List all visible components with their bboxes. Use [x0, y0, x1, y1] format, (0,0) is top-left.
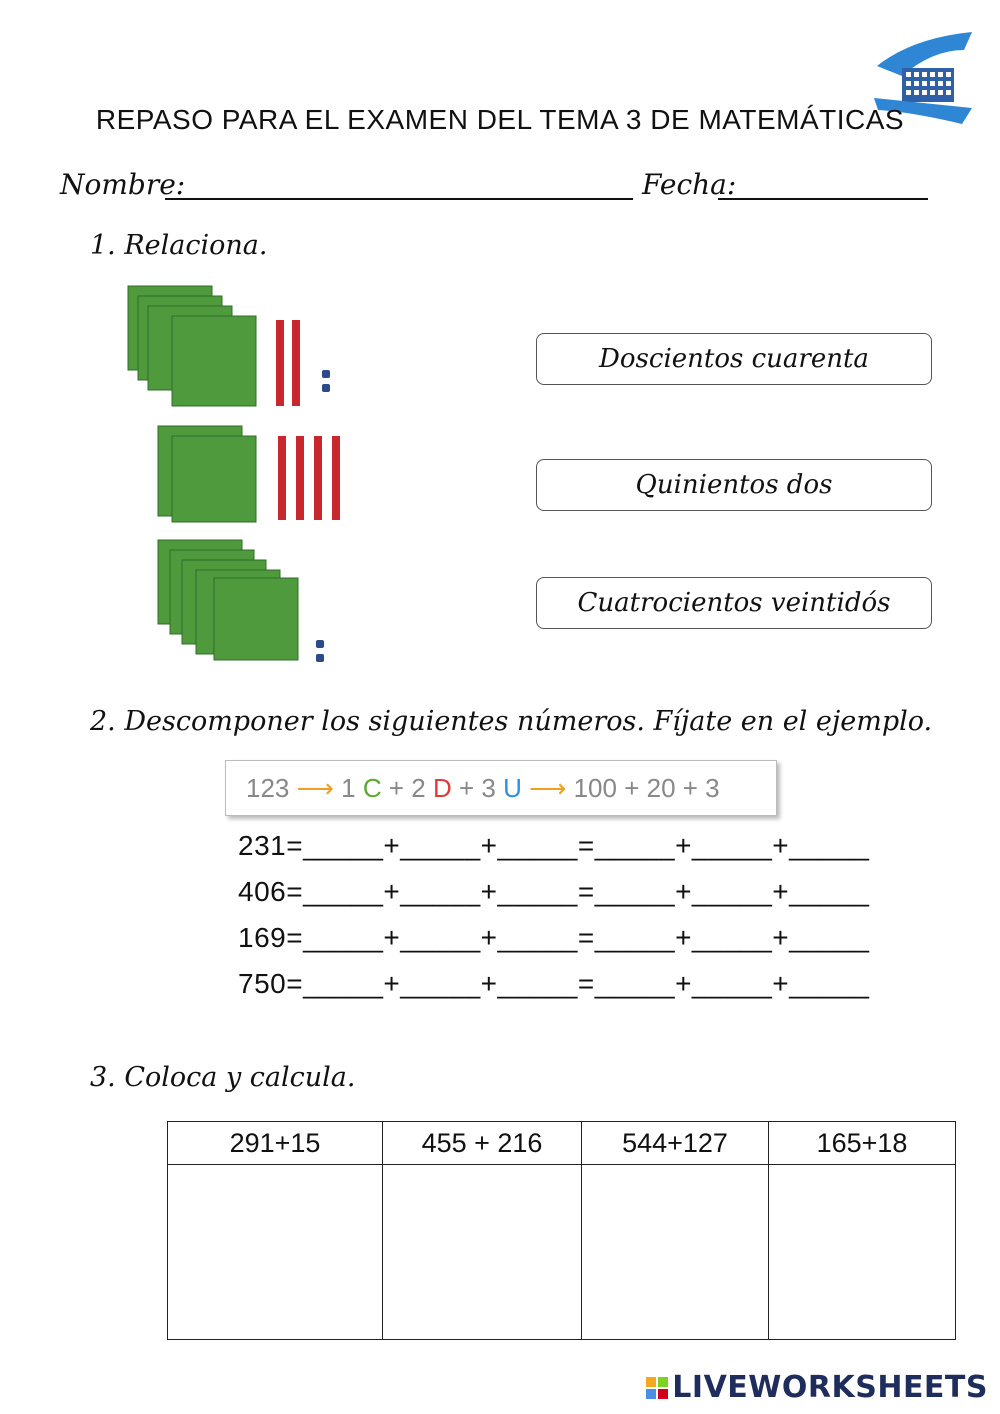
option-label: Doscientos cuarenta — [599, 344, 869, 374]
operations-table — [167, 1121, 956, 1340]
name-label: Nombre: — [60, 168, 186, 201]
operation-header: 455 + 216 — [383, 1122, 582, 1165]
option-box-1[interactable] — [536, 333, 932, 385]
operation-header: 165+18 — [769, 1122, 956, 1165]
operation-header: 544+127 — [582, 1122, 769, 1165]
example-number: 123 — [246, 772, 290, 803]
option-box-3[interactable] — [536, 577, 932, 629]
base-ten-blocks — [126, 284, 366, 664]
option-label: Quinientos dos — [635, 470, 833, 500]
answer-cell[interactable] — [769, 1165, 956, 1340]
blocks-group-1 — [128, 286, 256, 406]
section2-heading: 2. Descomponer los siguientes números. Fíjate en el ejemplo. — [90, 706, 933, 737]
example-d-letter: D — [432, 772, 452, 803]
decomposition-row-2[interactable]: 406=_____+_____+_____=_____+_____+_____ — [238, 876, 870, 907]
example-c-letter: C — [362, 772, 382, 803]
date-label: Fecha: — [642, 168, 737, 201]
arrow-right-icon: ⟶ — [521, 772, 574, 803]
example-expanded: 100 + 20 + 3 — [573, 772, 720, 803]
decomposition-example: 123 ⟶ 1 C + 2 D + 3 U ⟶ 100 + 20 + 3 — [225, 760, 777, 816]
option-box-2[interactable] — [536, 459, 932, 511]
decomposition-row-4[interactable]: 750=_____+_____+_____=_____+_____+_____ — [238, 968, 870, 999]
answer-cell[interactable] — [383, 1165, 582, 1340]
date-field[interactable] — [718, 198, 928, 200]
example-c-digit: 1 — [341, 772, 356, 803]
name-field[interactable] — [165, 198, 633, 200]
page-title: REPASO PARA EL EXAMEN DEL TEMA 3 DE MATEMÁTICAS — [95, 104, 905, 135]
section1-heading: 1. Relaciona. — [90, 230, 268, 261]
answer-cell[interactable] — [582, 1165, 769, 1340]
operation-header: 291+15 — [168, 1122, 383, 1165]
example-u-letter: U — [503, 772, 522, 803]
example-d-digit: 2 — [411, 772, 426, 803]
option-label: Cuatrocientos veintidós — [577, 588, 891, 618]
liveworksheets-logo-icon — [646, 1377, 668, 1399]
brand-text: LIVEWORKSHEETS — [672, 1370, 988, 1405]
arrow-right-icon: ⟶ — [289, 772, 342, 803]
decomposition-row-3[interactable]: 169=_____+_____+_____=_____+_____+_____ — [238, 922, 870, 953]
example-u-digit: 3 — [481, 772, 496, 803]
section3-heading: 3. Coloca y calcula. — [90, 1062, 356, 1093]
answer-cell[interactable] — [168, 1165, 383, 1340]
liveworksheets-brand — [646, 1370, 988, 1405]
decomposition-row-1[interactable]: 231=_____+_____+_____=_____+_____+_____ — [238, 830, 870, 861]
